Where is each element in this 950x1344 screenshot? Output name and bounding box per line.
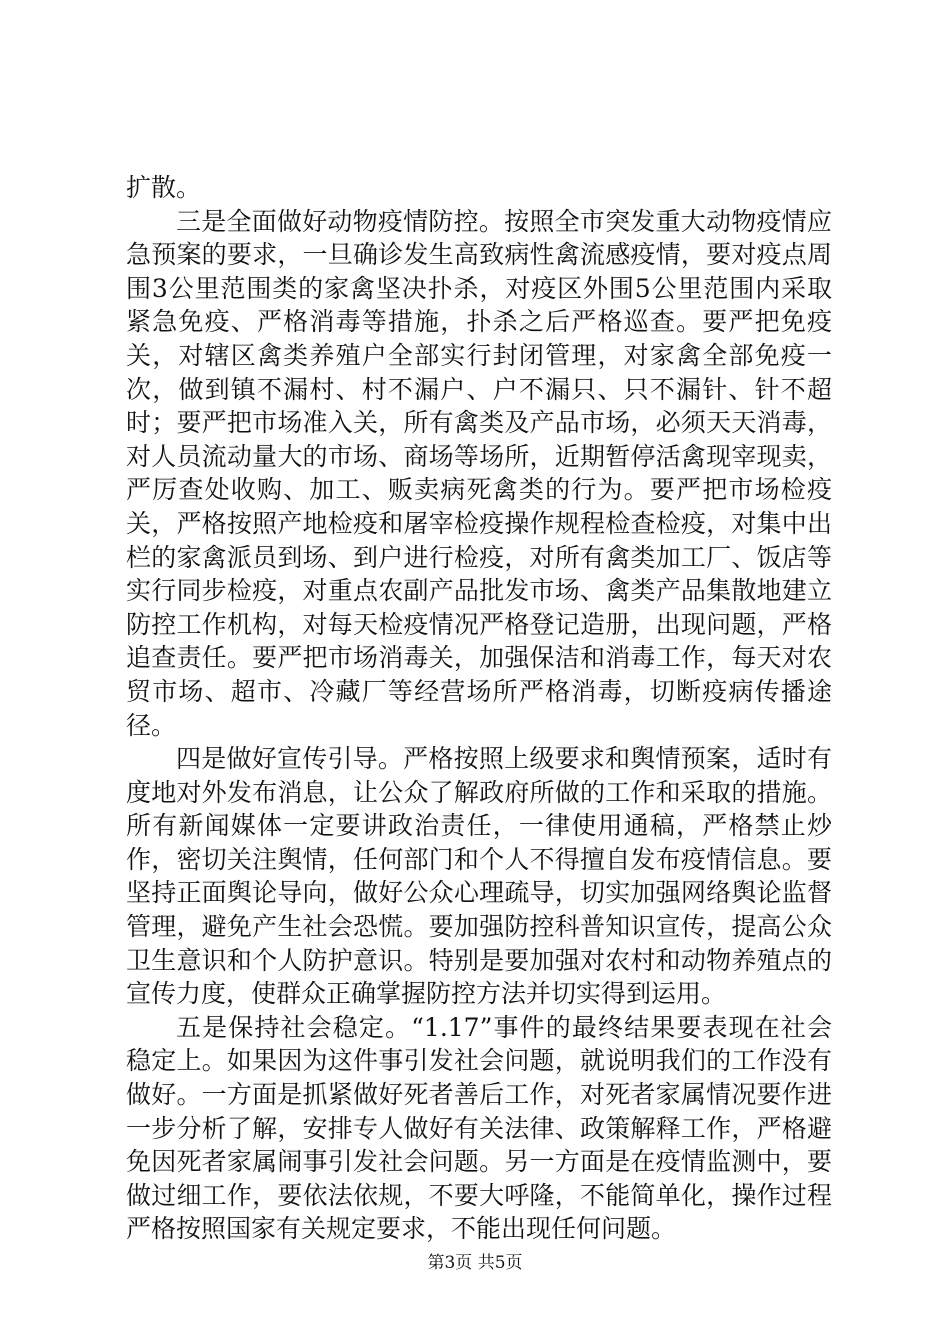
page-number-footer: 第3页 共5页 bbox=[427, 1253, 523, 1273]
paragraph-continuation: 扩散。 bbox=[126, 173, 202, 202]
paragraph-animal-epidemic-control: 三是全面做好动物疫情防控。按照全市突发重大动物疫情应急预案的要求，一旦确诊发生高致病性禽流感疫情，要对疫点周围3公里范围类的家禽坚决扑杀，对疫区外围5公里范围内采取紧急免疫、严格消毒等措施，扑杀之后严格巡查。要严把免疫关，对辖区禽类养殖户全部实行封闭管理，对家禽全部免疫一次，做到镇不漏村、村不漏户、户不漏只、只不漏针、针不超时；要严把市场准入关，所有禽类及产品市场，必须天天消毒，对人员流动量大的市场、商场等场所，近期暂停活禽现宰现卖，严厉查处收购、加工、贩卖病死禽类的行为。要严把市场检疫关，严格按照产地检疫和屠宰检疫操作规程检查检疫，对集中出栏的家禽派员到场、到户进行检疫，对所有禽类加工厂、饭店等实行同步检疫，对重点农副产品批发市场、禽类产品集散地建立防控工作机构，对每天检疫情况严格登记造册，出现问题，严格追查责任。要严把市场消毒关，加强保洁和消毒工作，每天对农贸市场、超市、冷藏厂等经营场所严格消毒，切断疫病传播途径。 bbox=[126, 206, 832, 740]
document-body bbox=[126, 171, 832, 1246]
paragraph-social-stability: 五是保持社会稳定。“1.17”事件的最终结果要表现在社会稳定上。如果因为这件事引发社会问题，就说明我们的工作没有做好。一方面是抓紧做好死者善后工作，对死者家属情况要作进一步分析了解，安排专人做好有关法律、政策解释工作，严格避免因死者家属闹事引发社会问题。另一方面是在疫情监测中，要做过细工作，要依法依规，不要大呼隆，不能简单化，操作过程严格按照国家有关规定要求，不能出现任何问题。 bbox=[126, 1012, 832, 1244]
paragraph-publicity-guidance: 四是做好宣传引导。严格按照上级要求和舆情预案，适时有度地对外发布消息，让公众了解政府所做的工作和采取的措施。所有新闻媒体一定要讲政治责任，一律使用通稿，严格禁止炒作，密切关注舆情，任何部门和个人不得擅自发布疫情信息。要坚持正面舆论导向，做好公众心理疏导，切实加强网络舆论监督管理，避免产生社会恐慌。要加强防控科普知识宣传，提高公众卫生意识和个人防护意识。特别是要加强对农村和动物养殖点的宣传力度，使群众正确掌握防控方法并切实得到运用。 bbox=[126, 744, 832, 1009]
